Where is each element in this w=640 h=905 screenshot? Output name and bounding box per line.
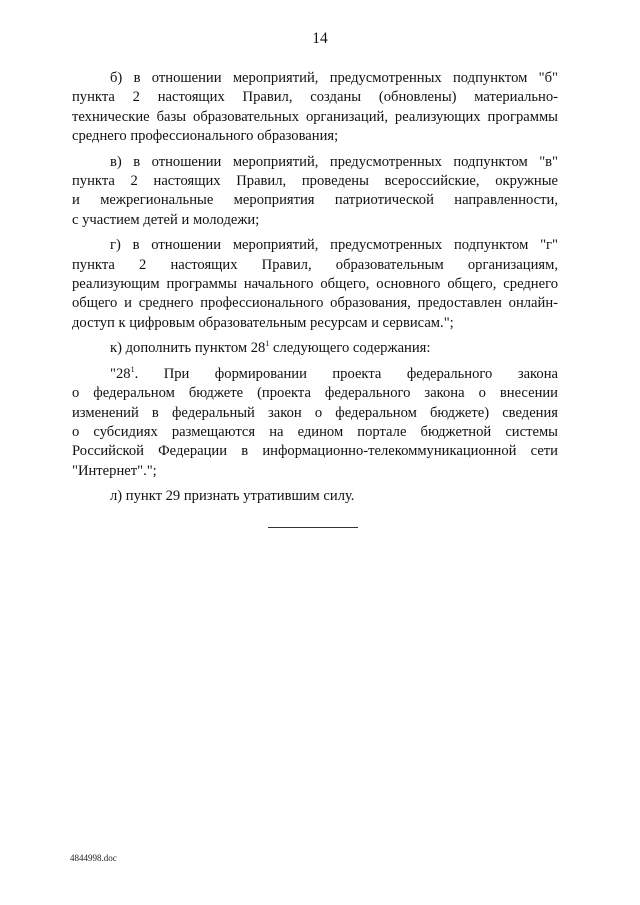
paragraph-v (72, 153, 558, 231)
paragraph-k (72, 339, 558, 358)
text-line: с участием детей и молодежи; (72, 211, 260, 228)
text-line: "Интернет"."; (72, 462, 157, 479)
text-fragment: "28 (110, 365, 131, 382)
paragraph-28-1 (72, 365, 558, 481)
text-line (72, 365, 558, 384)
doc-code: 4844998.doc (70, 853, 117, 863)
text-line: л) пункт 29 признать утратившим силу. (110, 488, 355, 505)
page-number: 14 (312, 30, 328, 47)
text-line (72, 339, 558, 358)
text-fragment: к) дополнить пунктом 28 (110, 340, 266, 357)
text-line: Российской Федерации в информационно-телекоммуникационной сети (72, 443, 558, 460)
text-line: пункта 2 настоящих Правил, созданы (обновлены) материально- (72, 89, 558, 106)
text-line: в) в отношении мероприятий, предусмотренных подпунктом "в" (110, 153, 558, 170)
text-line: пункта 2 настоящих Правил, образовательным организациям, (72, 256, 558, 273)
text-fragment: следующего содержания: (269, 340, 431, 357)
text-line: среднего профессионального образования; (72, 128, 339, 145)
superscript: 1 (130, 364, 135, 374)
text-fragment: . При формировании проекта федерального закона (134, 365, 558, 382)
text-line: пункта 2 настоящих Правил, проведены всероссийские, окружные (72, 173, 558, 190)
paragraph-b (72, 69, 558, 147)
text-line: общего и среднего профессионального образования, предоставлен онлайн- (72, 295, 558, 312)
document-body (72, 69, 558, 513)
paragraph-g (72, 236, 558, 333)
text-line: изменений в федеральный закон о федеральном бюджете) сведения (72, 404, 558, 421)
text-line: б) в отношении мероприятий, предусмотренных подпунктом "б" (110, 70, 558, 86)
text-line: о федеральном бюджете (проекта федерального закона о внесении (72, 385, 558, 402)
text-line: технические базы образовательных организаций, реализующих программы (72, 108, 558, 125)
text-line: о субсидиях размещаются на едином портале бюджетной системы (72, 423, 558, 440)
text-line: г) в отношении мероприятий, предусмотренных подпунктом "г" (110, 237, 558, 254)
paragraph-l (72, 487, 558, 506)
text-line: реализующим программы начального общего, основного общего, среднего (72, 276, 558, 293)
text-line: и межрегиональные мероприятия патриотической направленности, (72, 192, 558, 209)
superscript: 1 (265, 339, 270, 349)
end-divider (268, 527, 358, 528)
text-line: доступ к цифровым образовательным ресурсам и сервисам."; (72, 314, 454, 331)
